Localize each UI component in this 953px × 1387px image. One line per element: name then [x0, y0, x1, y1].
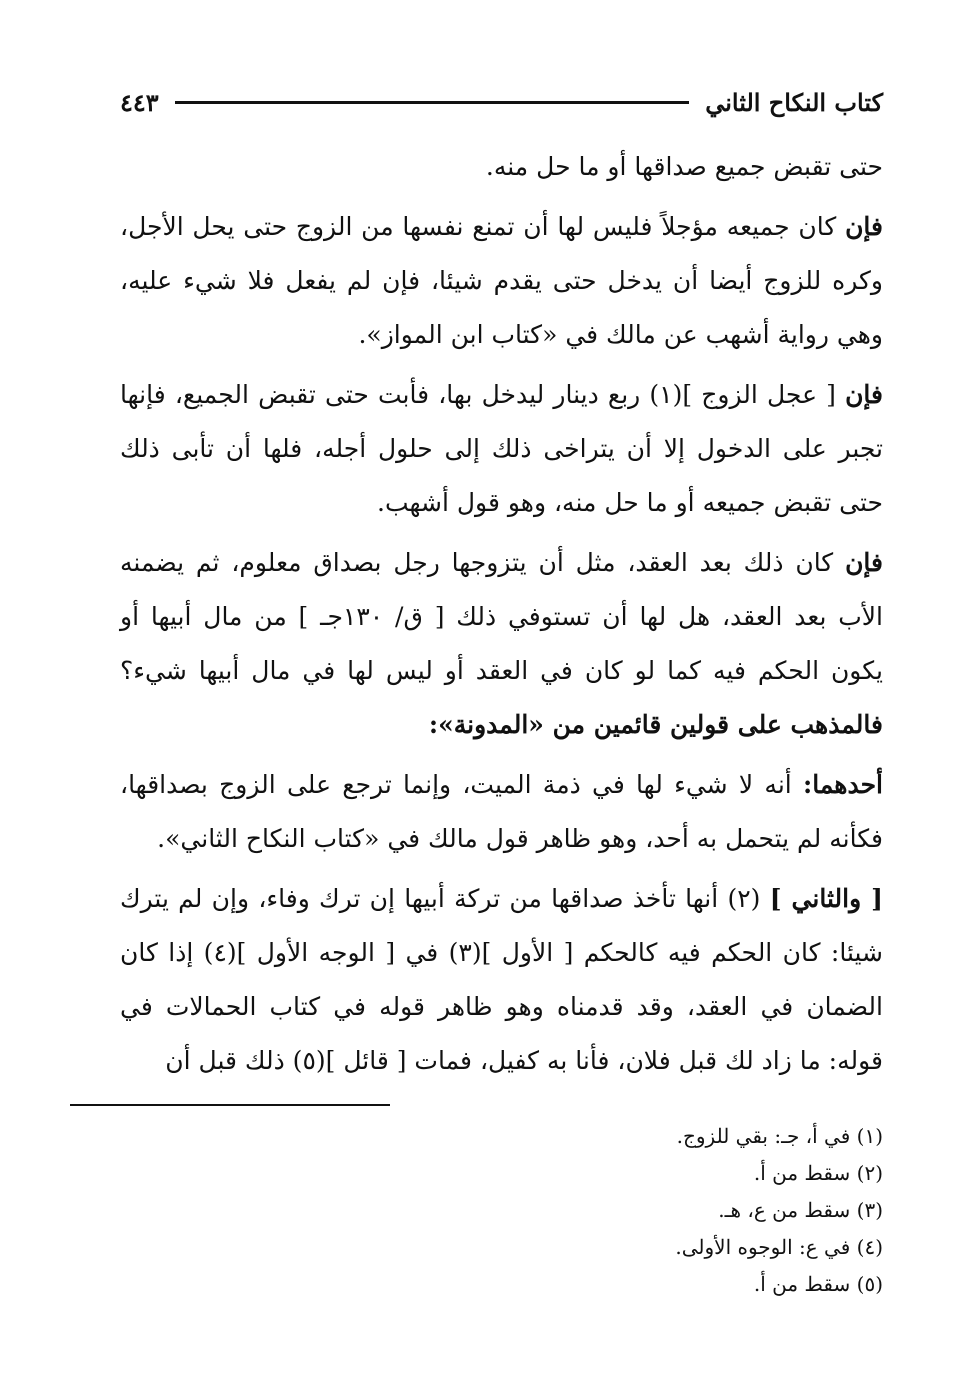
running-header — [120, 82, 883, 122]
main-text — [120, 140, 883, 1094]
paragraph — [120, 200, 883, 362]
footnote: (٢) سقط من أ. — [753, 1161, 883, 1185]
footnote: (٤) في ع: الوجوه الأولى. — [675, 1235, 883, 1259]
paragraph-lead: أحدهما: — [802, 770, 883, 799]
paragraph-lead: فإن — [845, 212, 883, 241]
paragraph-text: [ عجل الزوج ](١) ربع دينار ليدخل بها، فأبت حتى تقبض الجميع، فإنها تجبر على الدخول إلا أن يتراخى ذلك إلى حلول أجله، فلها أن تأبى ذلك حتى تقبض جميعه أو ما حل منه، وهو قول أشهب. — [120, 380, 883, 517]
paragraph — [120, 368, 883, 530]
paragraph — [120, 140, 883, 194]
footnote: (١) في أ، جـ: بقي للزوج. — [676, 1124, 883, 1148]
paragraph-text: أنه لا شيء لها في ذمة الميت، وإنما ترجع على الزوج بصداقها، فكأنه لم يتحمل به أحد، وهو ظاهر قول مالك في «كتاب النكاح الثاني». — [120, 770, 883, 853]
running-title: كتاب النكاح الثاني — [705, 87, 883, 117]
paragraph-highlight: فالمذهب على قولين قائمين من «المدونة»: — [428, 710, 883, 739]
paragraph — [120, 758, 883, 866]
paragraph-text: حتى تقبض جميع صداقها أو ما حل منه. — [485, 152, 883, 181]
footnote: (٥) سقط من أ. — [753, 1272, 883, 1296]
paragraph-text: كان جميعه مؤجلاً فليس لها أن تمنع نفسها من الزوج حتى يحل الأجل، وكره للزوج أيضا أن يدخل حتى يقدم شيئا، فإن لم يفعل فلا شيء عليه، وهي رواية أشهب عن مالك في «كتاب ابن المواز». — [120, 212, 883, 349]
footnote: (٣) سقط من ع، هـ. — [718, 1198, 883, 1222]
paragraph — [120, 872, 883, 1088]
paragraph-lead: فإن — [845, 548, 883, 577]
page-number: ٤٤٣ — [120, 87, 159, 117]
paragraph-lead: [ والثاني ] — [769, 884, 883, 913]
paragraph-lead: فإن — [845, 380, 883, 409]
footnotes — [300, 1118, 883, 1303]
paragraph-text: كان ذلك بعد العقد، مثل أن يتزوجها رجل بصداق معلوم، ثم يضمنه الأب بعد العقد، هل لها أن تستوفي ذلك [ ق/ ١٣٠جـ ] من مال أبيها أو يكون الحكم فيه كما لو كان في العقد أو ليس لها في مال أبيها شيء؟ — [120, 548, 884, 685]
header-rule — [175, 101, 690, 104]
footnote-separator — [70, 1104, 390, 1106]
paragraph — [120, 536, 883, 752]
paragraph-text: (٢) أنها تأخذ صداقها من تركة أبيها إن ترك وفاء، وإن لم يترك شيئا: كان الحكم فيه كالحكم [ الأول ](٣) في [ الوجه الأول ](٤) إذا كان الضمان في العقد، وقد قدمناه وهو ظاهر قوله في كتاب الحمالات في قوله: ما زاد لك قبل فلان، فأنا به كفيل، فمات [ قائل ](٥) ذلك قبل أن — [120, 884, 883, 1075]
